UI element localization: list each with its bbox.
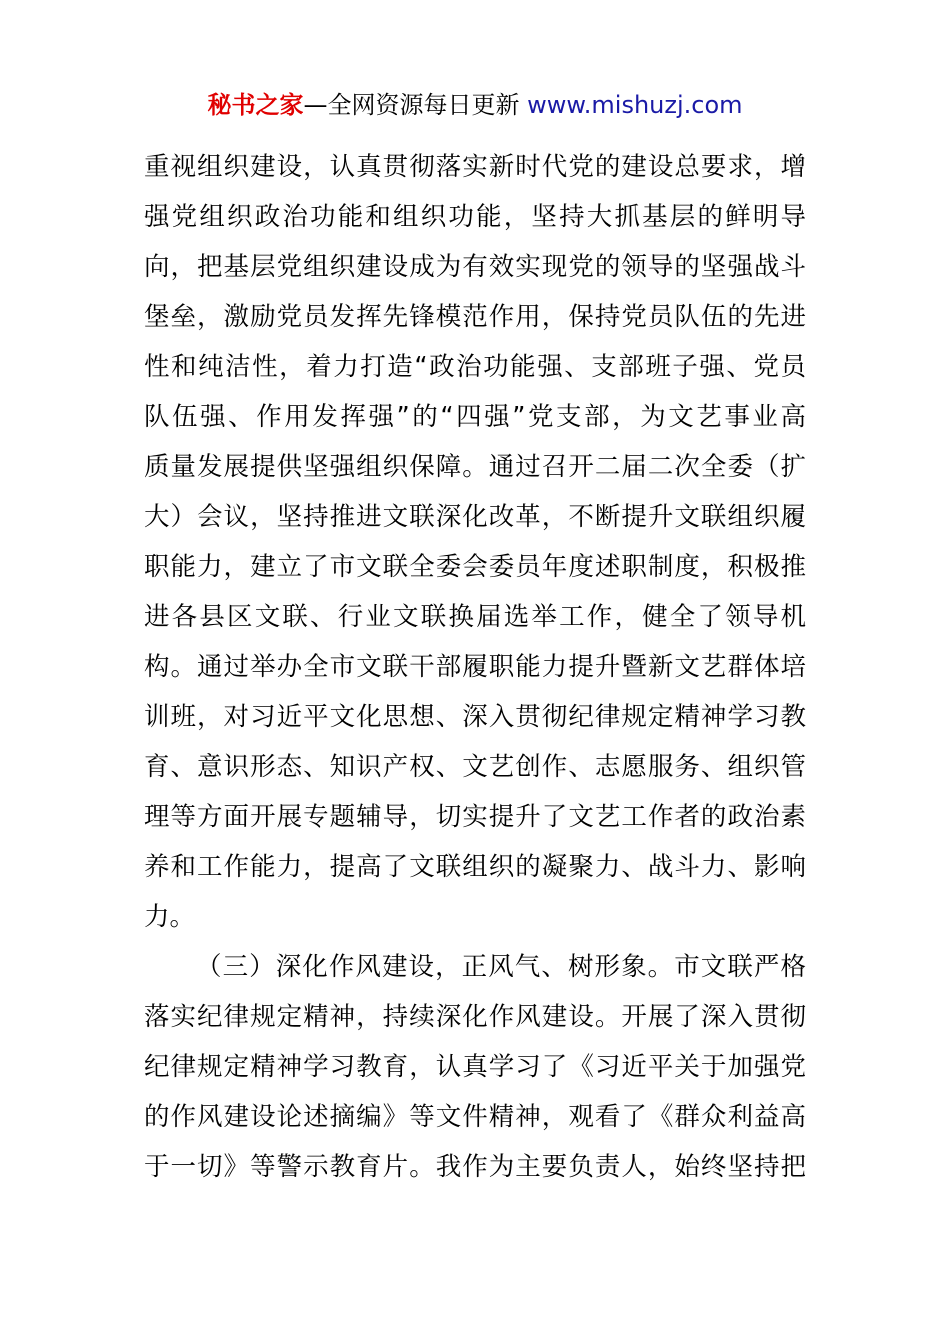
body-line: 性和纯洁性，着力打造“政治功能强、支部班子强、党员 (144, 352, 806, 382)
body-line: 训班，对习近平文化思想、深入贯彻纪律规定精神学习教 (144, 702, 806, 732)
body-line: 育、意识形态、知识产权、文艺创作、志愿服务、组织管 (144, 752, 806, 782)
body-line: 向，把基层党组织建设成为有效实现党的领导的坚强战斗 (144, 252, 806, 282)
body-line: 理等方面开展专题辅导，切实提升了文艺工作者的政治素 (144, 802, 806, 832)
body-line: 进各县区文联、行业文联换届选举工作，健全了领导机 (144, 602, 806, 632)
body-line: 养和工作能力，提高了文联组织的凝聚力、战斗力、影响 (144, 852, 806, 882)
section-heading-line: （三）深化作风建设，正风气、树形象。市文联严格 (196, 952, 806, 982)
body-line: 大）会议，坚持推进文联深化改革，不断提升文联组织履 (144, 502, 806, 532)
body-line: 力。 (144, 902, 196, 932)
brand-name: 秘书之家 (207, 91, 304, 119)
body-line: 强党组织政治功能和组织功能，坚持大抓基层的鲜明导 (144, 202, 806, 232)
body-line: 构。通过举办全市文联干部履职能力提升暨新文艺群体培 (144, 652, 806, 682)
site-url[interactable]: www.mishuzj.com (527, 91, 743, 119)
body-line: 重视组织建设，认真贯彻落实新时代党的建设总要求，增 (144, 152, 806, 182)
document-body (144, 142, 806, 1192)
body-line: 的作风建设论述摘编》等文件精神，观看了《群众利益高 (144, 1102, 806, 1132)
body-line: 于一切》等警示教育片。我作为主要负责人，始终坚持把 (144, 1152, 806, 1182)
body-line: 质量发展提供坚强组织保障。通过召开二届二次全委（扩 (144, 452, 806, 482)
page-header (0, 88, 950, 122)
body-line: 落实纪律规定精神，持续深化作风建设。开展了深入贯彻 (144, 1002, 806, 1032)
body-line: 队伍强、作用发挥强”的“四强”党支部，为文艺事业高 (144, 402, 806, 432)
body-line: 职能力，建立了市文联全委会委员年度述职制度，积极推 (144, 552, 806, 582)
body-line: 纪律规定精神学习教育，认真学习了《习近平关于加强党 (144, 1052, 806, 1082)
body-line: 堡垒，激励党员发挥先锋模范作用，保持党员队伍的先进 (144, 302, 806, 332)
header-tagline: —全网资源每日更新 (303, 91, 528, 119)
